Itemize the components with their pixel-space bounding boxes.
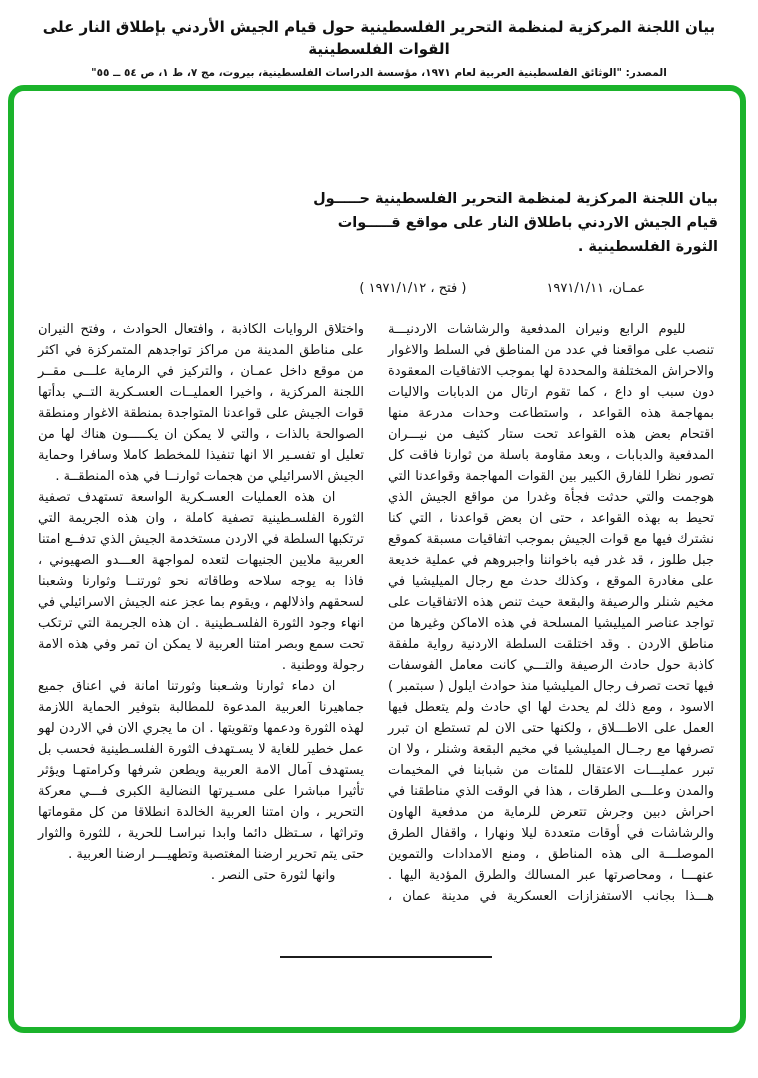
document-title-line-1: بيان اللجنة المركزية لمنظمة التحرير الفلسطينية حـــــول — [313, 191, 718, 207]
document-title — [273, 187, 718, 259]
document-title-line-3: الثورة الفلسطينية . — [577, 239, 718, 255]
document-title-line-2: قيام الجيش الاردني باطلاق النار على مواقع قـــــوات — [337, 215, 718, 231]
header-source: المصدر: "الوثائق الفلسطينية العربية لعام ١٩٧١، مؤسسة الدراسات الفلسطينية، بيروت، مج ٧، ط ١، ص ٥٤ ــ ٥٥" — [91, 67, 667, 79]
dateline-org-date: ( فتح ، ١٩٧١/١/١٢ ) — [359, 281, 467, 296]
body-paragraph: وانها لثورة حتى النصر . — [210, 868, 336, 883]
body-paragraph: ان دماء ثوارنا وشـعبنا وثورتنا امانة في اعناق جميع جماهيرنا العربية المدعوة للمطالبة بتوفير الحماية اللازمة لهذه الثورة ودعمها وتقويتها . ان ما يجري الان في الاردن لهو عمل خطير للغاية لا يسـتهدف الثورة الفلسـطينية فحسب بل يستهدف آمال الامة العربية ويطعن شرفها وكرامتهـا ويؤثر تأثيرا مباشرا على مسـيرتها النضالية الكبرى فـــي معركة التحرير ، وان امتنا العربية الخالدة انطلاقا من كل مقوماتها وتراثها ، سـتظل دائما وابدا نبراسـا للحرية ، للثورة والثوار حتى يتم تحرير ارضنا المغتصبة وتطهيـــر ارضنا العربية . — [38, 679, 364, 862]
header-title: بيان اللجنة المركزية لمنظمة التحرير الفلسطينية حول قيام الجيش الأردني بإطلاق النار على القوات الفلسطينية — [42, 18, 716, 58]
page-header — [30, 16, 728, 79]
document-frame — [8, 85, 746, 1033]
dateline — [359, 281, 645, 296]
document-body — [38, 319, 714, 907]
dateline-place-date: عمـان، ١٩٧١/١/١١ — [546, 281, 645, 296]
body-paragraph: ان هذه العمليات العسـكرية الواسعة تستهدف تصفية الثورة الفلسـطينية تصفية كاملة ، وان هذه الجريمة التي ترتكبها السلطة في الاردن مستخدمة الجيش الذي تدفــع امتنا العربية ملايين الجنيهات لتعده لمواجهة العـــدو الصهيوني ، فاذا به يوجه سلاحه وطاقاته نحو ثورتنــا وثوارنا وشعبنا لسحقهم واذلالهم ، ويقوم بما عجز عنه الجيش الاسرائيلي في انهاء وجود الثورة الفلسـطينية . ان هذه الجريمة التي ترتكب تحت سمع وبصر امتنا العربية لا يمكن ان تمر وفي هذه الامة رجولة ووطنية . — [38, 490, 364, 673]
bottom-divider-line — [280, 956, 492, 958]
body-paragraph: لليوم الرابع ونيران المدفعية والرشاشات الاردنيـــة تنصب على مواقعنا في عدد من المناطق في السلط والاغوار والاحراش المختلفة والمحددة لها بموجب الاتفاقيات المعقودة دون سبب او داع ، كما تقوم ارتال من الدبابات والاليات بمهاجمة هذه القواعد ، واستطاعت وحدات مدرعة منها اقتحام بعض هذه القواعد تحت ستار كثيف من نيـــران المدفعية والدبابات ، وبعد مقاومة باسلة من ثوارنا فاقت كل تصور نظرا للفارق الكبير بين القوات المهاجمة وقواعدنا التي هوجمت والتي حدثت فجأة وغدرا من مواقع الجيش الذي تحيط به بهذه القواعد ، حتى ان بعض قواعدنا ، التي كنا نشترك فيها مع قوات الجيش بموجب اتفاقيات مسبقة كموقع جبل طلوز ، قد غدر فيه باخواننا واجبروهم في عملية خديعة على مغادرة الموقع ، وكذلك حدث مع رجال الميليشيا في مخيم شنلر والرصيفة والبقعة حيث تنص هذه الاتفاقيات على تواجد عناصر الميليشيا المسلحة في هذه الاماكن وغيرها من مناطق الاردن . وقد اختلقت السلطة الاردنية رواية ملفقة كاذبة حول حادث الرصيفة والتـــي كانت معامل الفوسفات فيها تحت تصرف رجال الميليشيا منذ حوادث ايلول ( سبتمبر ) الاسود ، ومع ذلك لم يحدث لها اي حادث ولم يتعطل فيها العمل على الاطـــلاق ، ولكنها حتى الان لم تستطع ان تبرر تصرفها مع رجــال الميليشيا في مخيم البقعة وشنلر ، ولا ان تبرر عمليـــات الاعتقال للمئات من شبابنا في المخيمات والمدن وعلـــى الطرقات ، هذا في الوقت الذي مناطقنا في احراش دبين وجرش تتعرض للرماية من مدفعية الهاون والرشاشات في أوقات متعددة ليلا ونهارا ، واقفال الطرق الموصلـــة الى هذه المناطق ، ومنع الامدادات والتموين عنهـــا ، ومحاصرتها عبر المسالك والطرق المؤدية اليها . هـــذا بجانب الاستفزازات العسكرية في مدينة عمان ، واختلاق الروايات الكاذبة ، وافتعال الحوادث ، وفتح النيران على مناطق المدينة من مراكز تواجدهم المتمركزة في اكثر من موقع داخل عمـان ، والتركيز في الرماية علـــى مقــر اللجنة المركزية ، واخيرا العمليــات العسـكرية التــي بدأتها قوات الجيش على قواعدنا المتواجدة بمنطقة الاغوار ومنطقة الصوالحة بالذات ، والتي لا يمكن ان يكـــــون هناك لها من تعليل او تفسـير الا انها تنفيذا للمخطط كاملا وسافرا وحماية الجيش الاسرائيلي من هجمات ثوارنــا في هذه المنطقــة . — [38, 322, 714, 904]
